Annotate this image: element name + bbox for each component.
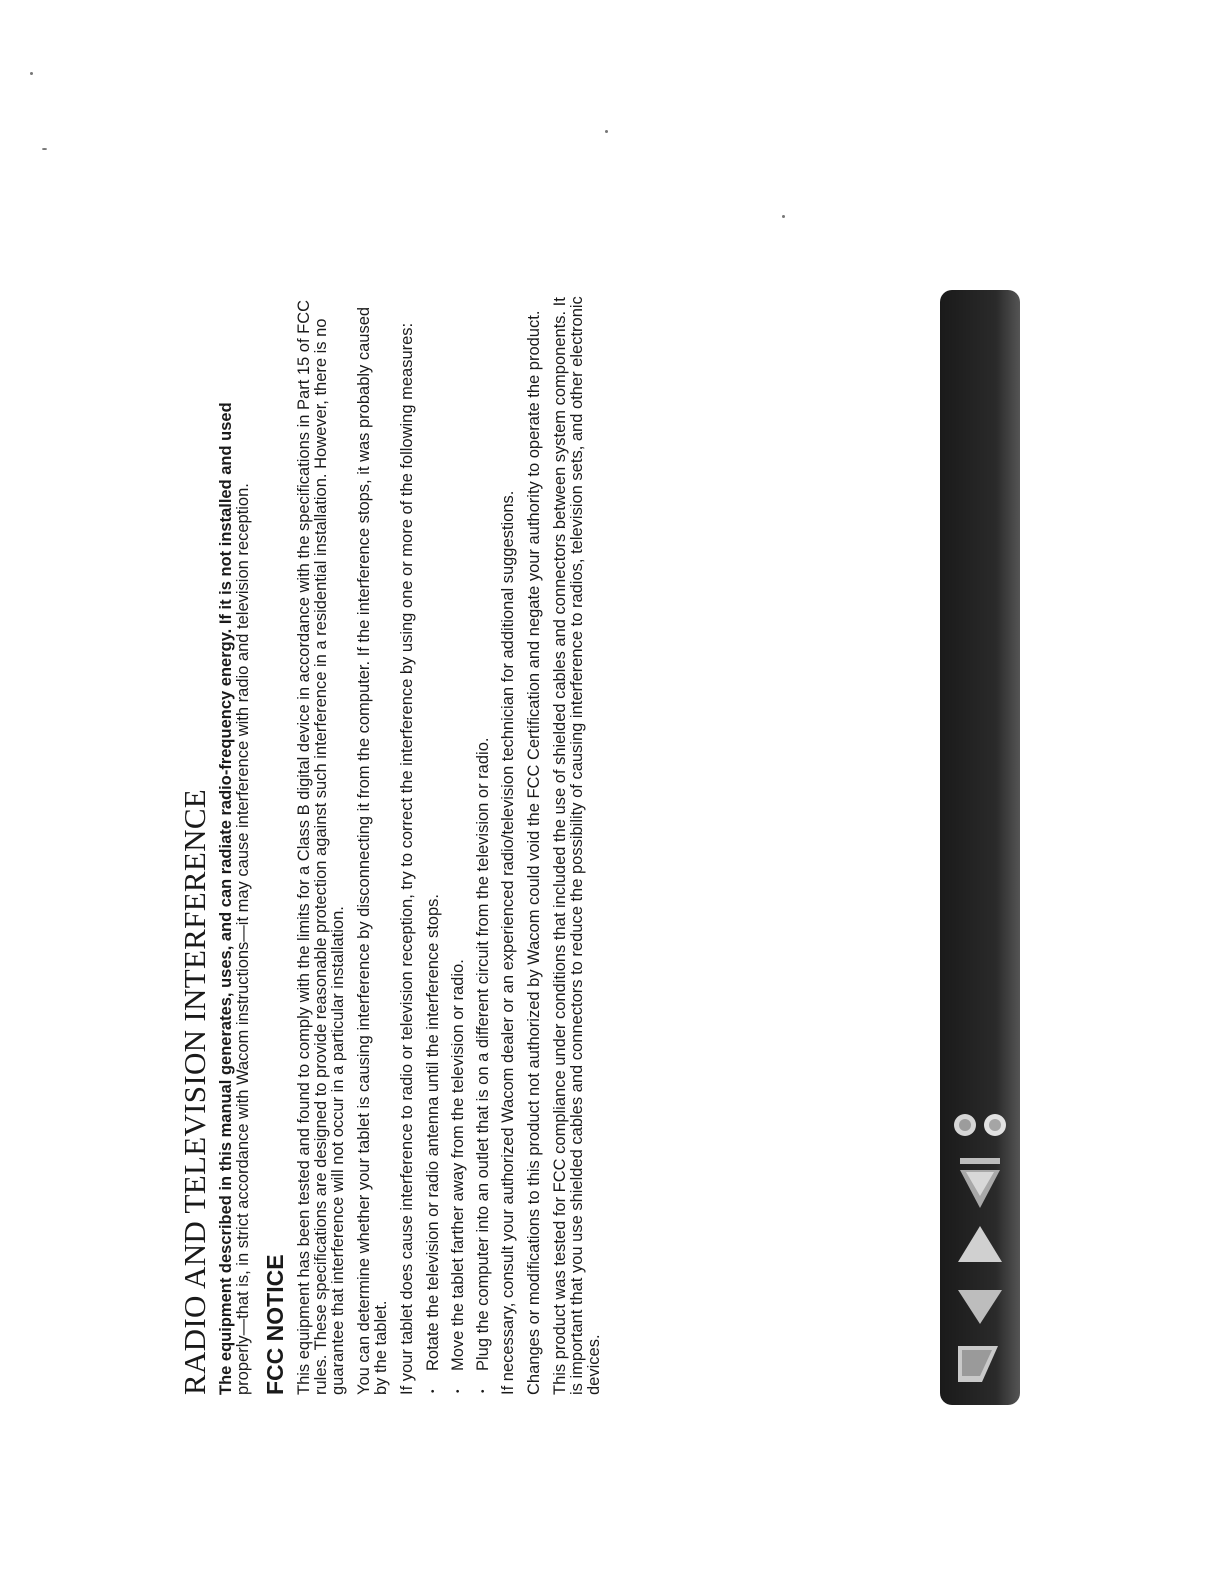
back-icon bbox=[952, 1152, 1008, 1212]
scan-speckle bbox=[782, 215, 785, 218]
zoom-in-button[interactable] bbox=[950, 1108, 980, 1142]
intro-text: properly—that is, in strict accordance with Wacom instructions—it may cause interference with radio and television reception. bbox=[234, 483, 252, 1395]
scan-speckle bbox=[605, 130, 608, 133]
paragraph: This equipment has been tested and found to comply with the limits for a Class B digital device in accordance with the specifications in Part 15 of FCC rules. These specifications are designed to provide reasonable protection against such interference in a residential installation. However, there is no guarantee that interference will not occur in a particular installation. bbox=[295, 299, 347, 1395]
home-icon bbox=[952, 1340, 1008, 1386]
zoom-out-icon bbox=[980, 1108, 1010, 1142]
measures-list bbox=[425, 295, 492, 1395]
list-item: • Rotate the television or radio antenna until the interference stops. bbox=[425, 295, 442, 1395]
page-title: RADIO AND TELEVISION INTERFERENCE bbox=[177, 788, 212, 1395]
zoom-in-icon bbox=[950, 1108, 980, 1142]
paragraph: Changes or modifications to this product not authorized by Wacom could void the FCC Certification and negate your authority to operate the product. bbox=[525, 310, 543, 1395]
zoom-out-button[interactable] bbox=[980, 1108, 1010, 1142]
paragraph: You can determine whether your tablet is causing interference by disconnecting it from the computer. If the interference stops, it was probably caused by the tablet. bbox=[355, 306, 390, 1395]
next-page-icon bbox=[952, 1222, 1008, 1272]
intro-bold-text: The equipment described in this manual generates, uses, and can radiate radio-frequency energy. If it is not installed and used bbox=[217, 402, 235, 1395]
navigation-bar bbox=[940, 290, 1020, 1405]
back-button[interactable] bbox=[952, 1152, 1008, 1212]
paragraph: This product was tested for FCC compliance under conditions that included the use of shielded cables and connectors between system components. It is important that you use shielded cables and connectors to reduce the possibility of causing interference to radios, television sets, and other electronic devices. bbox=[551, 296, 603, 1395]
rotated-content bbox=[178, 185, 738, 1585]
paragraph: If your tablet does cause interference to radio or television reception, try to correct the interference by using one or more of the following measures: bbox=[398, 322, 416, 1395]
scan-speckle bbox=[30, 72, 33, 75]
paragraph: If necessary, consult your authorized Wacom dealer or an experienced radio/television technician for additional suggestions. bbox=[499, 490, 517, 1395]
previous-page-button[interactable] bbox=[952, 1280, 1008, 1330]
list-item: • Plug the computer into an outlet that is on a different circuit from the television or radio. bbox=[475, 295, 492, 1395]
document-body bbox=[178, 295, 612, 1395]
scan-speckle bbox=[42, 148, 47, 150]
home-button[interactable] bbox=[952, 1340, 1008, 1386]
fcc-notice-heading: FCC NOTICE bbox=[262, 1254, 288, 1395]
previous-page-icon bbox=[952, 1280, 1008, 1330]
next-page-button[interactable] bbox=[952, 1222, 1008, 1272]
list-item: • Move the tablet farther away from the television or radio. bbox=[450, 295, 467, 1395]
intro-paragraph bbox=[218, 295, 252, 1395]
